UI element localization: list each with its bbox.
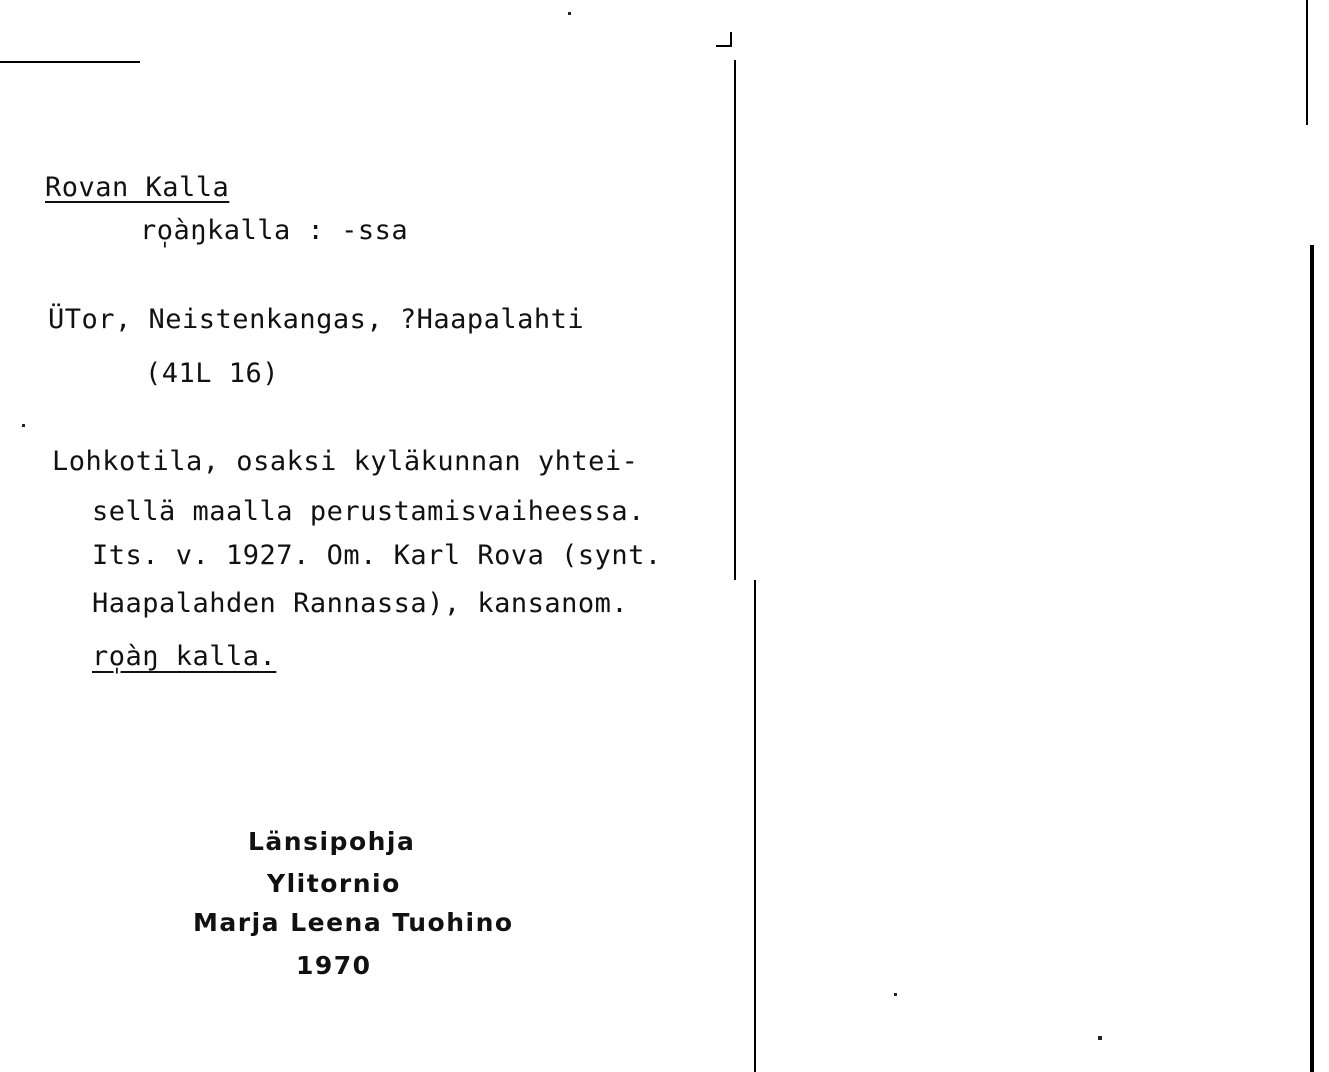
scan-speck <box>894 993 897 996</box>
place-name-title: Rovan Kalla <box>45 172 230 203</box>
scan-speck <box>22 424 25 427</box>
description-line: sellä maalla perustamisvaiheessa. <box>92 496 645 527</box>
right-edge-line-upper <box>1306 0 1308 125</box>
description-line-dialect-form: ro̩àŋ kalla. <box>92 641 277 672</box>
description-line: Haapalahden Rannassa), kansanom. <box>92 588 629 619</box>
center-fold-line-lower <box>754 580 756 1072</box>
top-left-scan-line <box>0 61 140 63</box>
stamp-region: Länsipohja <box>248 827 416 856</box>
map-reference: (41L 16) <box>145 358 280 389</box>
stamp-year: 1970 <box>296 951 372 980</box>
stamp-parish: Ylitornio <box>267 869 401 898</box>
pronunciation: ro̩àŋkalla : -ssa <box>140 215 409 246</box>
scan-speck <box>568 12 571 15</box>
description-line: Lohkotila, osaksi kyläkunnan yhtei- <box>52 446 639 477</box>
location-line: ÜTor, Neistenkangas, ?Haapalahti <box>48 304 585 335</box>
description-line: Its. v. 1927. Om. Karl Rova (synt. <box>92 540 662 571</box>
top-corner-mark-vertical <box>730 32 732 47</box>
center-fold-line <box>734 60 736 580</box>
stamp-collector: Marja Leena Tuohino <box>193 908 514 937</box>
right-edge-line-lower <box>1310 245 1314 1072</box>
scan-speck <box>1098 1036 1102 1040</box>
